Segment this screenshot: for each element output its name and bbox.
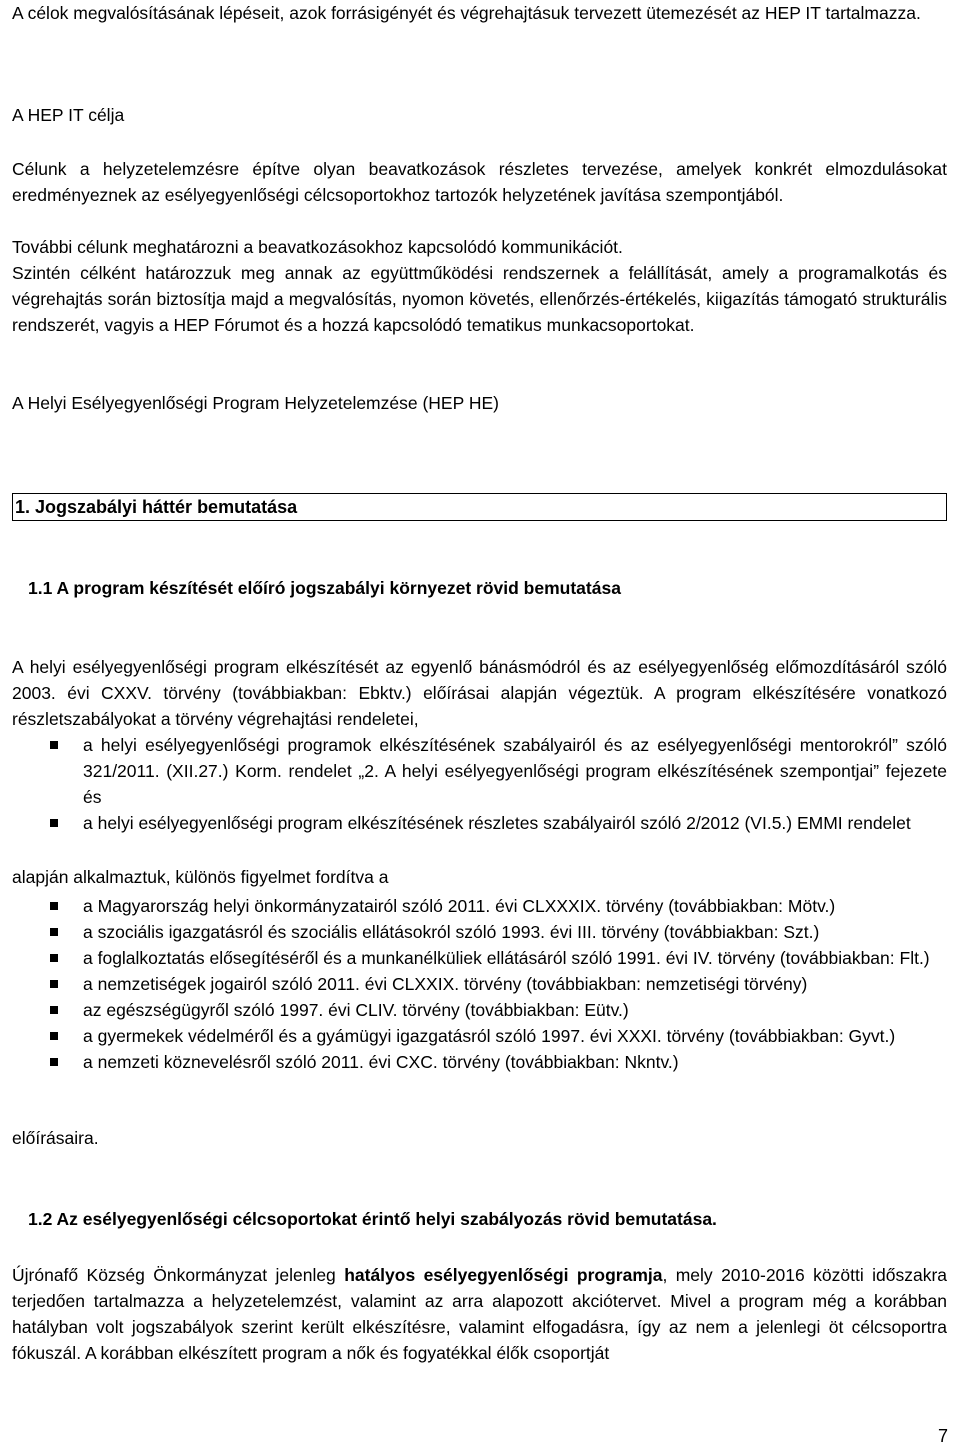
list-item: az egészségügyről szóló 1997. évi CLIV. törvény (továbbiakban: Eütv.) — [12, 997, 947, 1023]
list-item: a gyermekek védelméről és a gyámügyi igazgatásról szóló 1997. évi XXXI. törvény (továbbiakban: Gyvt.) — [12, 1023, 947, 1049]
section-1-1-paragraph-2: alapján alkalmaztuk, különös figyelmet fordítva a — [12, 867, 389, 887]
goal-paragraph-1: Célunk a helyzetelemzésre építve olyan beavatkozások részletes tervezése, amelyek konkrét elmozdulásokat eredményeznek az esélyegyenlőségi célcsoportokhoz tartozók helyzetének javítása szempontjából. — [12, 159, 947, 205]
section-1-2-paragraph — [12, 1262, 947, 1366]
page-number: 7 — [937, 1426, 948, 1446]
section-1-1-title: 1.1 A program készítését előíró jogszabályi környezet rövid bemutatása — [28, 578, 621, 598]
section-1-1-paragraph-1: A helyi esélyegyenlőségi program elkészítését az egyenlő bánásmódról és az esélyegyenlőség előmozdításáról szóló 2003. évi CXXV. törvény (továbbiakban: Ebktv.) előírásai alapján végeztük. A program elkészítésére vonatkozó részletszabályokat a törvény végrehajtási rendeletei, — [12, 657, 947, 729]
list-item: a szociális igazgatásról és szociális ellátásokról szóló 1993. évi III. törvény (továbbiakban: Szt.) — [12, 919, 947, 945]
section-1-2-title: 1.2 Az esélyegyenlőségi célcsoportokat érintő helyi szabályozás rövid bemutatása. — [28, 1209, 717, 1229]
regulation-list — [12, 732, 947, 836]
law-list — [12, 893, 947, 1075]
list-item: a helyi esélyegyenlőségi program elkészítésének részletes szabályairól szóló 2/2012 (VI.5.) EMMI rendelet — [12, 810, 947, 836]
goal-paragraph-3: Szintén célként határozzuk meg annak az együttműködési rendszernek a felállítását, amely a programalkotás és végrehajtás során biztosítja majd a megvalósítás, nyomon követés, ellenőrzés-értékelés, kiigazítás támogató strukturális rendszerét, vagyis a HEP Fórumot és a hozzá kapcsolódó tematikus munkacsoportokat. — [12, 263, 947, 335]
list-item: a helyi esélyegyenlőségi programok elkészítésének szabályairól és az esélyegyenlőségi mentorokról” szóló 321/2011. (XII.27.) Korm. rendelet „2. A helyi esélyegyenlőségi program elkészítésének szempontjai” fejezete és — [12, 732, 947, 810]
paragraph-emphasis: hatályos esélyegyenlőségi programja — [344, 1265, 663, 1285]
intro-paragraph: A célok megvalósításának lépéseit, azok forrásigényét és végrehajtásuk tervezett ütemezését az HEP IT tartalmazza. — [12, 3, 921, 23]
section-1-title: 1. Jogszabályi háttér bemutatása — [12, 493, 947, 521]
list-item: a nemzetiségek jogairól szóló 2011. évi CLXXIX. törvény (továbbiakban: nemzetiségi törvény) — [12, 971, 947, 997]
list-item: a Magyarország helyi önkormányzatairól szóló 2011. évi CLXXXIX. törvény (továbbiakban: Mötv.) — [12, 893, 947, 919]
goal-paragraph-2: További célunk meghatározni a beavatkozásokhoz kapcsolódó kommunikációt. — [12, 237, 623, 257]
section-1-1-paragraph-3: előírásaira. — [12, 1128, 99, 1148]
paragraph-text-end: , mely 2010-2016 közötti időszakra terjedően tartalmazza a helyzetelemzést, valamint az arra alapozott akciótervet. Mivel a program még a korábban hatályban volt jogszabályok szerint került elkészítésre, valamint elfogadásra, így az nem a jelenlegi öt célcsoportra fókuszál. A korábban elkészített program a nők és fogyatékkal élők csoportját — [12, 1265, 947, 1363]
he-heading: A Helyi Esélyegyenlőségi Program Helyzetelemzése (HEP HE) — [12, 393, 499, 413]
list-item: a nemzeti köznevelésről szóló 2011. évi CXC. törvény (továbbiakban: Nkntv.) — [12, 1049, 947, 1075]
paragraph-text-start: Újrónafő Község Önkormányzat jelenleg — [12, 1265, 345, 1285]
goal-heading: A HEP IT célja — [12, 105, 125, 125]
list-item: a foglalkoztatás elősegítéséről és a munkanélküliek ellátásáról szóló 1991. évi IV. törvény (továbbiakban: Flt.) — [12, 945, 947, 971]
